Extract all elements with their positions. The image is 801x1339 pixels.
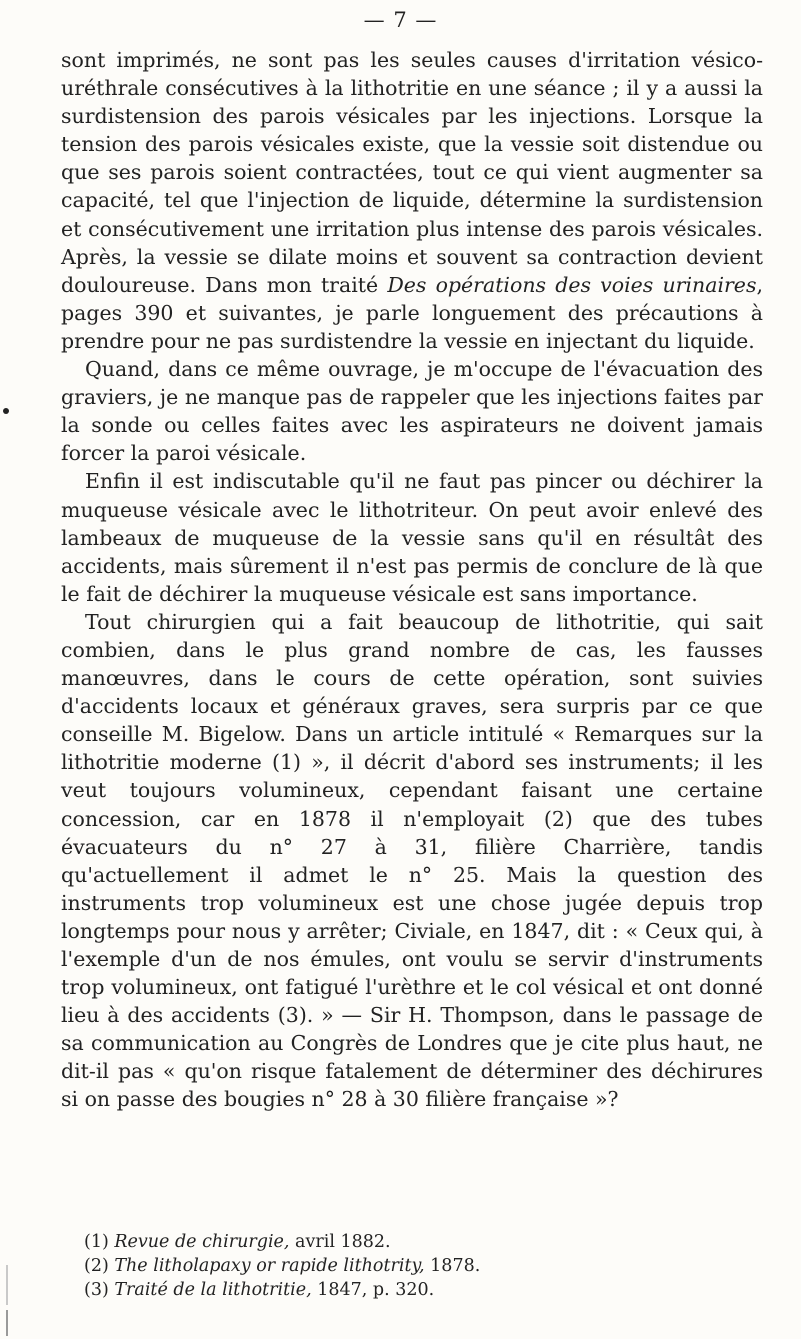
footnote-1-detail: avril 1882.: [289, 1232, 391, 1252]
footnote-3-mark: (3): [84, 1280, 115, 1300]
footnote-2-detail: 1878.: [424, 1256, 481, 1276]
paragraph-2: Quand, dans ce même ouvrage, je m'occupe de l'évacuation des graviers, je ne manque pas de rappeler que les injections faites par la sonde ou celles faites avec les aspirateurs ne doivent jamais forcer la paroi vésicale.: [61, 357, 763, 466]
margin-scan-line-upper: [6, 1265, 8, 1305]
body-text: [61, 46, 763, 1114]
footnote-2-mark: (2): [84, 1256, 115, 1276]
footnote-1-mark: (1): [84, 1232, 115, 1252]
footnotes: [84, 1230, 764, 1302]
footnote-1-title: Revue de chirurgie,: [114, 1232, 290, 1252]
paragraph-1-text-end: , pages 390 et suivantes, je parle longuement des précautions à prendre pour ne pas surdistendre la vessie en injectant du liquide.: [61, 272, 763, 353]
paragraph-4: Tout chirurgien qui a fait beaucoup de lithotritie, qui sait combien, dans le plus grand nombre de cas, les fausses manœuvres, dans le cours de cette opération, sont suivies d'accidents locaux et généraux graves, sera surpris par ce que conseille M. Bigelow. Dans un article intitulé « Remarques sur la lithotritie moderne (1) », il décrit d'abord ses instruments; il les veut toujours volumineux, cependant faisant une certaine concession, car en 1878 il n'employait (2) que des tubes évacuateurs du n° 27 à 31, filière Charrière, tandis qu'actuellement il admet le n° 25. Mais la question des instruments trop volumineux est une chose jugée depuis trop longtemps pour nous y arrêter; Civiale, en 1847, dit : « Ceux qui, à l'exemple d'un de nos émules, ont voulu se servir d'instruments trop volumineux, ont fatigué l'urèthre et le col vésical et ont donné lieu à des accidents (3). » — Sir H. Thompson, dans le passage de sa communication au Congrès de Londres que je cite plus haut, ne dit-il pas « qu'on risque fatalement de déterminer des déchirures si on passe des bougies n° 28 à 30 filière française »?: [61, 609, 763, 1112]
margin-scan-line-lower: [6, 1310, 8, 1336]
book-title-italic: Des opérations des voies urinaires: [387, 272, 757, 297]
paragraph-3: Enfin il est indiscutable qu'il ne faut pas pincer ou déchirer la muqueuse vésicale avec le lithotriteur. On peut avoir enlevé des lambeaux de muqueuse de la vessie sans qu'il en résultât des accidents, mais sûrement il n'est pas permis de conclure de là que le fait de déchirer la muqueuse vésicale est sans importance.: [61, 469, 763, 606]
paragraph-1: [61, 46, 763, 355]
footnote-3-title: Traité de la lithotritie,: [114, 1280, 312, 1300]
footnote-2-title: The litholapaxy or rapide lithotrity,: [114, 1256, 425, 1276]
footnote-3-detail: 1847, p. 320.: [311, 1280, 435, 1300]
margin-dot-mark: [3, 408, 9, 414]
footnote-2: [84, 1254, 764, 1278]
page-number: — 7 —: [363, 8, 438, 32]
paragraph-1-text-start: sont imprimés, ne sont pas les seules causes d'irritation vésico-uréthrale consécutives à la lithotritie en une séance ; il y a aussi la surdistension des parois vésicales par les injections. Lorsque la tension des parois vésicales existe, que la vessie soit distendue ou que ses parois soient contractées, tout ce qui vient augmenter sa capacité, tel que l'injection de liquide, détermine la surdistension et consécutivement une irritation plus intense des parois vésicales. Après, la vessie se dilate moins et souvent sa contraction devient douloureuse. Dans mon traité: [61, 48, 763, 297]
footnote-3: [84, 1278, 764, 1302]
footnote-1: [84, 1230, 764, 1254]
